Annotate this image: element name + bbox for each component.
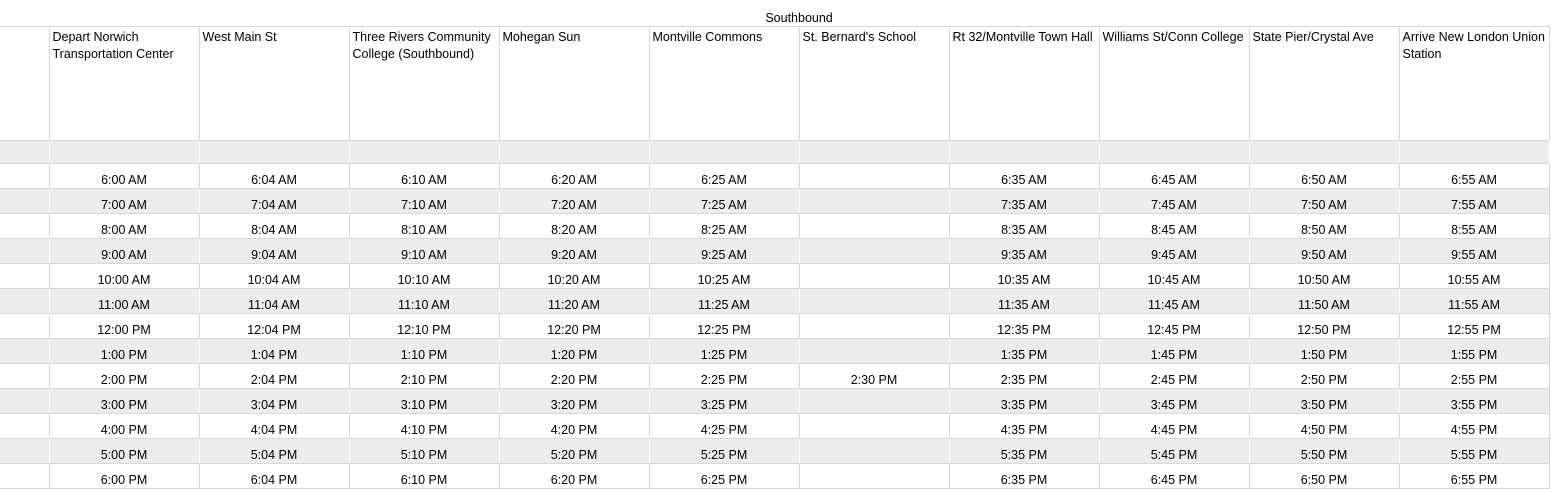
time-cell[interactable]: 6:55 AM	[1399, 164, 1549, 189]
blank-cell[interactable]	[0, 141, 49, 164]
time-cell[interactable]: 3:20 PM	[499, 389, 649, 414]
stop-header[interactable]: Three Rivers Community College (Southbound)	[349, 27, 499, 141]
time-cell[interactable]: 11:00 AM	[49, 289, 199, 314]
row-label-cell[interactable]	[0, 439, 49, 464]
blank-cell[interactable]	[499, 141, 649, 164]
time-cell[interactable]: 6:45 AM	[1099, 164, 1249, 189]
row-label-cell[interactable]	[0, 264, 49, 289]
stop-header[interactable]: Williams St/Conn College	[1099, 27, 1249, 141]
time-cell[interactable]: 12:45 PM	[1099, 314, 1249, 339]
time-cell[interactable]: 8:25 AM	[649, 214, 799, 239]
stop-header[interactable]: State Pier/Crystal Ave	[1249, 27, 1399, 141]
blank-cell[interactable]	[1399, 141, 1549, 164]
time-cell[interactable]: 12:55 PM	[1399, 314, 1549, 339]
time-cell[interactable]: 11:25 AM	[649, 289, 799, 314]
time-cell[interactable]: 7:04 AM	[199, 189, 349, 214]
trip-row	[0, 464, 1549, 489]
trip-row	[0, 239, 1549, 264]
time-cell[interactable]: 6:50 AM	[1249, 164, 1399, 189]
time-cell[interactable]: 5:20 PM	[499, 439, 649, 464]
time-cell[interactable]: 4:10 PM	[349, 414, 499, 439]
time-cell[interactable]: 9:50 AM	[1249, 239, 1399, 264]
time-cell[interactable]: 11:20 AM	[499, 289, 649, 314]
time-cell[interactable]: 6:04 AM	[199, 164, 349, 189]
time-cell[interactable]: 9:04 AM	[199, 239, 349, 264]
time-cell[interactable]	[799, 289, 949, 314]
row-label-cell[interactable]	[0, 0, 49, 27]
time-cell[interactable]	[799, 339, 949, 364]
time-cell[interactable]: 6:00 PM	[49, 464, 199, 489]
time-cell[interactable]: 7:45 AM	[1099, 189, 1249, 214]
time-cell[interactable]: 12:00 PM	[49, 314, 199, 339]
blank-cell[interactable]	[1099, 141, 1249, 164]
title-row	[0, 0, 1549, 27]
blank-cell[interactable]	[199, 141, 349, 164]
time-cell[interactable]: 2:25 PM	[649, 364, 799, 389]
trip-row	[0, 414, 1549, 439]
trip-row	[0, 439, 1549, 464]
time-cell[interactable]: 10:50 AM	[1249, 264, 1399, 289]
row-label-cell[interactable]	[0, 314, 49, 339]
time-cell[interactable]: 12:50 PM	[1249, 314, 1399, 339]
blank-cell[interactable]	[49, 141, 199, 164]
time-cell[interactable]: 2:10 PM	[349, 364, 499, 389]
time-cell[interactable]: 3:50 PM	[1249, 389, 1399, 414]
time-cell[interactable]: 3:35 PM	[949, 389, 1099, 414]
stop-header[interactable]: Depart Norwich Transportation Center	[49, 27, 199, 141]
time-cell[interactable]: 10:45 AM	[1099, 264, 1249, 289]
time-cell[interactable]: 10:20 AM	[499, 264, 649, 289]
trip-row	[0, 289, 1549, 314]
time-cell[interactable]: 6:20 AM	[499, 164, 649, 189]
time-cell[interactable]: 6:10 AM	[349, 164, 499, 189]
time-cell[interactable]: 6:04 PM	[199, 464, 349, 489]
blank-cell[interactable]	[799, 141, 949, 164]
row-label-cell[interactable]	[0, 364, 49, 389]
time-cell[interactable]: 5:10 PM	[349, 439, 499, 464]
stop-header[interactable]: Rt 32/Montville Town Hall	[949, 27, 1099, 141]
time-cell[interactable]: 11:45 AM	[1099, 289, 1249, 314]
time-cell[interactable]: 9:10 AM	[349, 239, 499, 264]
time-cell[interactable]: 6:10 PM	[349, 464, 499, 489]
time-cell[interactable]: 2:20 PM	[499, 364, 649, 389]
time-cell[interactable]: 3:10 PM	[349, 389, 499, 414]
stop-header[interactable]: West Main St	[199, 27, 349, 141]
time-cell[interactable]: 1:55 PM	[1399, 339, 1549, 364]
row-label-cell[interactable]	[0, 239, 49, 264]
stop-header[interactable]: Montville Commons	[649, 27, 799, 141]
time-cell[interactable]: 9:25 AM	[649, 239, 799, 264]
time-cell[interactable]: 9:20 AM	[499, 239, 649, 264]
time-cell[interactable]	[799, 164, 949, 189]
trip-row	[0, 339, 1549, 364]
time-cell[interactable]: 5:35 PM	[949, 439, 1099, 464]
blank-cell[interactable]	[649, 141, 799, 164]
trip-row	[0, 364, 1549, 389]
time-cell[interactable]: 8:10 AM	[349, 214, 499, 239]
time-cell[interactable]: 10:35 AM	[949, 264, 1099, 289]
time-cell[interactable]: 1:20 PM	[499, 339, 649, 364]
time-cell[interactable]: 4:20 PM	[499, 414, 649, 439]
time-cell[interactable]: 5:00 PM	[49, 439, 199, 464]
time-cell[interactable]: 4:55 PM	[1399, 414, 1549, 439]
time-cell[interactable]: 9:00 AM	[49, 239, 199, 264]
blank-cell[interactable]	[949, 141, 1099, 164]
time-cell[interactable]: 6:45 PM	[1099, 464, 1249, 489]
time-cell[interactable]: 5:25 PM	[649, 439, 799, 464]
time-cell[interactable]	[799, 189, 949, 214]
time-cell[interactable]: 1:00 PM	[49, 339, 199, 364]
time-cell[interactable]	[799, 314, 949, 339]
time-cell[interactable]: 2:50 PM	[1249, 364, 1399, 389]
time-cell[interactable]: 6:55 PM	[1399, 464, 1549, 489]
row-label-cell[interactable]	[0, 164, 49, 189]
time-cell[interactable]: 8:55 AM	[1399, 214, 1549, 239]
time-cell[interactable]: 8:20 AM	[499, 214, 649, 239]
time-cell[interactable]: 4:04 PM	[199, 414, 349, 439]
time-cell[interactable]: 7:25 AM	[649, 189, 799, 214]
row-label-cell[interactable]	[0, 414, 49, 439]
blank-row	[0, 141, 1549, 164]
time-cell[interactable]: 1:50 PM	[1249, 339, 1399, 364]
time-cell[interactable]: 1:10 PM	[349, 339, 499, 364]
time-cell[interactable]: 10:25 AM	[649, 264, 799, 289]
time-cell[interactable]: 7:20 AM	[499, 189, 649, 214]
time-cell[interactable]: 12:10 PM	[349, 314, 499, 339]
time-cell[interactable]: 12:35 PM	[949, 314, 1099, 339]
time-cell[interactable]: 2:55 PM	[1399, 364, 1549, 389]
blank-cell[interactable]	[1249, 141, 1399, 164]
trip-row	[0, 214, 1549, 239]
time-cell[interactable]: 7:35 AM	[949, 189, 1099, 214]
time-cell[interactable]	[799, 439, 949, 464]
time-cell[interactable]: 3:25 PM	[649, 389, 799, 414]
time-cell[interactable]: 6:25 PM	[649, 464, 799, 489]
stop-header[interactable]: St. Bernard's School	[799, 27, 949, 141]
time-cell[interactable]: 6:25 AM	[649, 164, 799, 189]
time-cell[interactable]: 8:00 AM	[49, 214, 199, 239]
time-cell[interactable]: 12:04 PM	[199, 314, 349, 339]
trip-row	[0, 389, 1549, 414]
time-cell[interactable]: 8:35 AM	[949, 214, 1099, 239]
time-cell[interactable]: 12:25 PM	[649, 314, 799, 339]
time-cell[interactable]: 8:04 AM	[199, 214, 349, 239]
row-label-cell[interactable]	[0, 464, 49, 489]
time-cell[interactable]: 3:04 PM	[199, 389, 349, 414]
direction-title[interactable]: Southbound	[49, 0, 1549, 27]
time-cell[interactable]: 7:10 AM	[349, 189, 499, 214]
time-cell[interactable]: 11:04 AM	[199, 289, 349, 314]
time-cell[interactable]: 5:45 PM	[1099, 439, 1249, 464]
time-cell[interactable]: 6:35 AM	[949, 164, 1099, 189]
time-cell[interactable]: 2:35 PM	[949, 364, 1099, 389]
time-cell[interactable]: 2:00 PM	[49, 364, 199, 389]
time-cell[interactable]: 3:00 PM	[49, 389, 199, 414]
time-cell[interactable]: 10:00 AM	[49, 264, 199, 289]
time-cell[interactable]: 8:45 AM	[1099, 214, 1249, 239]
row-label-cell[interactable]	[0, 189, 49, 214]
trip-row	[0, 189, 1549, 214]
row-label-cell[interactable]	[0, 214, 49, 239]
time-cell[interactable]: 9:45 AM	[1099, 239, 1249, 264]
time-cell[interactable]: 9:55 AM	[1399, 239, 1549, 264]
trip-row	[0, 164, 1549, 189]
time-cell[interactable]: 8:50 AM	[1249, 214, 1399, 239]
time-cell[interactable]: 1:35 PM	[949, 339, 1099, 364]
time-cell[interactable]: 4:00 PM	[49, 414, 199, 439]
time-cell[interactable]: 7:55 AM	[1399, 189, 1549, 214]
time-cell[interactable]: 10:55 AM	[1399, 264, 1549, 289]
blank-cell[interactable]	[349, 141, 499, 164]
time-cell[interactable]	[799, 264, 949, 289]
time-cell[interactable]: 7:50 AM	[1249, 189, 1399, 214]
time-cell[interactable]	[799, 414, 949, 439]
time-cell[interactable]: 6:00 AM	[49, 164, 199, 189]
time-cell[interactable]: 5:50 PM	[1249, 439, 1399, 464]
trip-row	[0, 314, 1549, 339]
row-label-cell[interactable]	[0, 289, 49, 314]
time-cell[interactable]: 12:20 PM	[499, 314, 649, 339]
time-cell[interactable]: 4:45 PM	[1099, 414, 1249, 439]
row-label-cell[interactable]	[0, 339, 49, 364]
time-cell[interactable]	[799, 464, 949, 489]
row-label-cell[interactable]	[0, 27, 49, 141]
time-cell[interactable]: 2:30 PM	[799, 364, 949, 389]
stop-header[interactable]: Mohegan Sun	[499, 27, 649, 141]
time-cell[interactable]: 2:45 PM	[1099, 364, 1249, 389]
time-cell[interactable]: 1:25 PM	[649, 339, 799, 364]
time-cell[interactable]: 4:25 PM	[649, 414, 799, 439]
time-cell[interactable]: 4:35 PM	[949, 414, 1099, 439]
time-cell[interactable]: 6:50 PM	[1249, 464, 1399, 489]
trip-row	[0, 264, 1549, 289]
time-cell[interactable]	[799, 239, 949, 264]
time-cell[interactable]: 3:45 PM	[1099, 389, 1249, 414]
time-cell[interactable]: 9:35 AM	[949, 239, 1099, 264]
time-cell[interactable]	[799, 214, 949, 239]
time-cell[interactable]: 1:04 PM	[199, 339, 349, 364]
time-cell[interactable]: 4:50 PM	[1249, 414, 1399, 439]
time-cell[interactable]: 11:55 AM	[1399, 289, 1549, 314]
time-cell[interactable]: 3:55 PM	[1399, 389, 1549, 414]
time-cell[interactable]: 11:50 AM	[1249, 289, 1399, 314]
time-cell[interactable]: 6:20 PM	[499, 464, 649, 489]
time-cell[interactable]: 6:35 PM	[949, 464, 1099, 489]
time-cell[interactable]: 10:04 AM	[199, 264, 349, 289]
time-cell[interactable]: 7:00 AM	[49, 189, 199, 214]
stop-header-row	[0, 27, 1549, 141]
time-cell[interactable]: 5:55 PM	[1399, 439, 1549, 464]
time-cell[interactable]: 10:10 AM	[349, 264, 499, 289]
time-cell[interactable]	[799, 389, 949, 414]
time-cell[interactable]: 1:45 PM	[1099, 339, 1249, 364]
time-cell[interactable]: 11:10 AM	[349, 289, 499, 314]
time-cell[interactable]: 11:35 AM	[949, 289, 1099, 314]
time-cell[interactable]: 2:04 PM	[199, 364, 349, 389]
stop-header[interactable]: Arrive New London Union Station	[1399, 27, 1549, 141]
row-label-cell[interactable]	[0, 389, 49, 414]
time-cell[interactable]: 5:04 PM	[199, 439, 349, 464]
